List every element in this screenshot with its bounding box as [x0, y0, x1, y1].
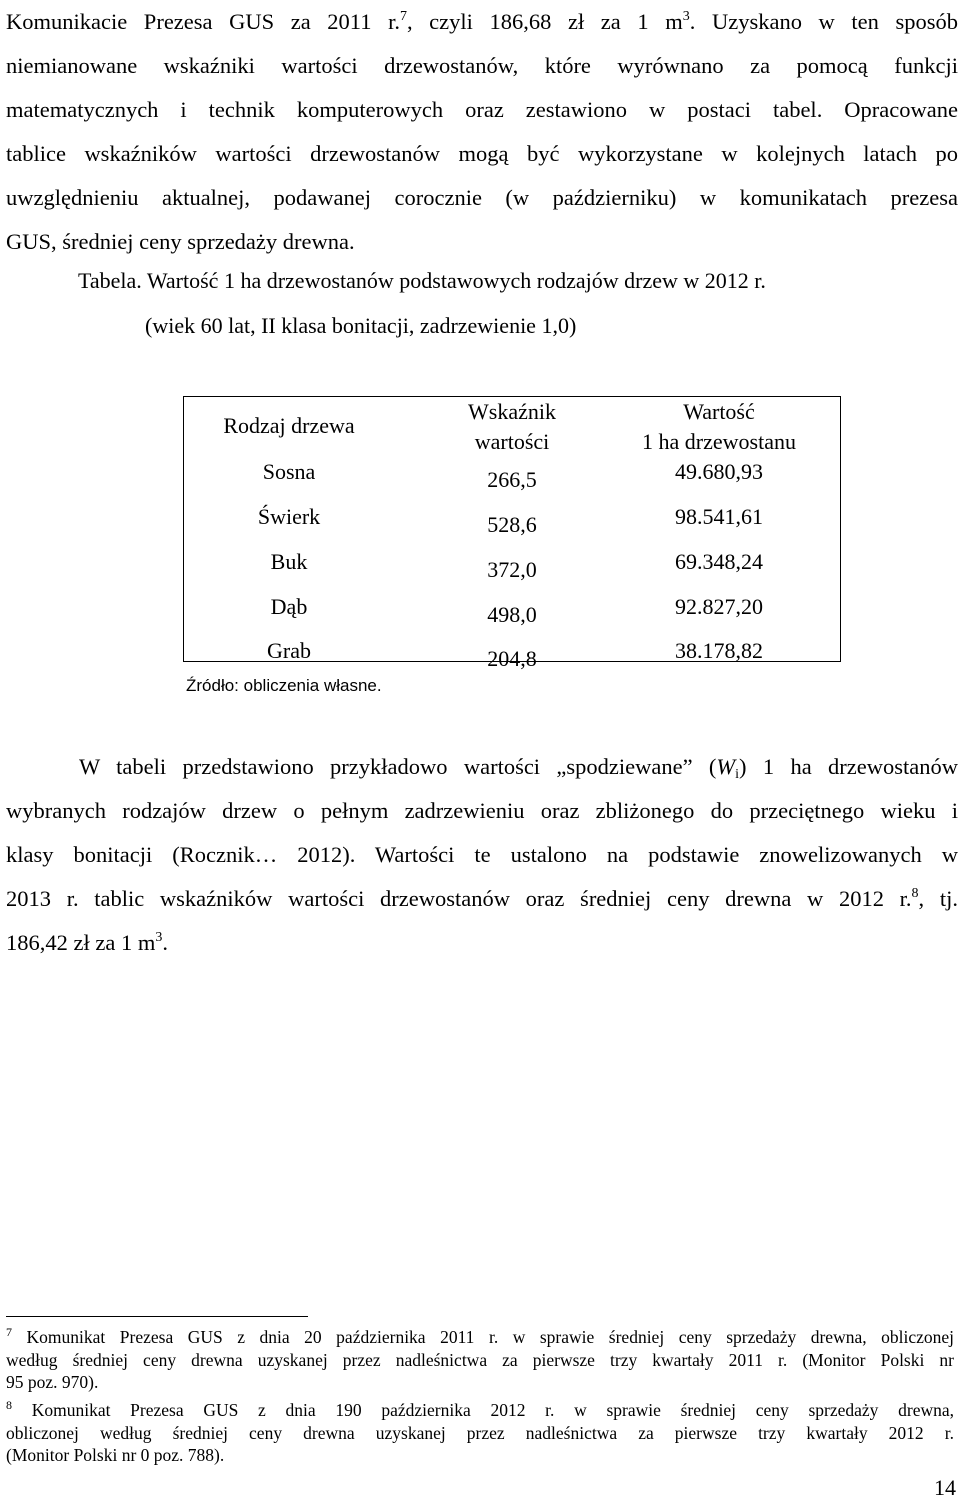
text-segment: Komunikat Prezesa GUS z dnia 190 października 2012 r. w sprawie średniej ceny sprzedaży drewna,	[31, 1400, 954, 1420]
text-segment: .	[162, 930, 168, 955]
footnote-number: 8	[6, 1398, 12, 1412]
header-species: Rodzaj drzewa	[223, 413, 355, 438]
text-segment: 2013 r. tablic wskaźników wartości drzewostanów oraz średniej ceny drewna w 2012 r.	[6, 886, 912, 911]
value-cell: 69.348,24	[675, 549, 763, 574]
header-index	[412, 397, 612, 457]
text-line: (Monitor Polski nr 0 poz. 788).	[6, 1445, 225, 1465]
symbol-w: W	[716, 754, 736, 779]
header-value-line1: Wartość	[683, 399, 755, 424]
footnote-number: 7	[6, 1325, 12, 1339]
value-cell: 38.178,82	[675, 638, 763, 663]
text-line	[6, 877, 958, 921]
paragraph-intro	[6, 0, 958, 264]
superscript: 3	[155, 930, 163, 945]
index-cell: 266,5	[487, 467, 537, 492]
text-line: wybranych rodzajów drzew o pełnym zadrzewieniu oraz zbliżonego do przeciętnego wieku i	[6, 798, 958, 823]
value-cell: 92.827,20	[675, 594, 763, 619]
table-title: Tabela. Wartość 1 ha drzewostanów podstawowych rodzajów drzew w 2012 r.	[78, 268, 766, 293]
species-cell: Sosna	[262, 459, 316, 484]
subscript: i	[735, 767, 740, 782]
index-cell: 204,8	[487, 646, 537, 671]
text-line	[6, 1399, 954, 1422]
table-source: Źródło: obliczenia własne.	[186, 676, 382, 695]
text-line: obliczonej według średniej ceny drewna uzyskanej przez nadleśnictwa za pierwsze trzy kwartały 2012 r.	[6, 1422, 954, 1443]
page-number: 14	[934, 1475, 956, 1500]
text-segment: Komunikacie Prezesa GUS za 2011 r.	[6, 9, 400, 34]
value-cell: 98.541,61	[675, 504, 763, 529]
index-cell: 498,0	[487, 602, 537, 627]
text-segment: , czyli 186,68 zł za 1 m	[406, 9, 683, 34]
footnote-ref-8: 8	[911, 886, 919, 901]
paragraph-explanation	[6, 745, 958, 965]
index-cell: 372,0	[487, 557, 537, 582]
data-table	[183, 396, 841, 671]
value-cell: 49.680,93	[675, 459, 763, 484]
text-line: według średniej ceny drewna uzyskanej przez nadleśnictwa za pierwsze trzy kwartały 2011 r. (Monitor Polski nr	[6, 1349, 954, 1370]
text-segment: , tj.	[918, 886, 958, 911]
text-line: matematycznych i technik komputerowych oraz zestawiono w postaci tabel. Opracowane	[6, 97, 958, 122]
text-segment: ) 1 ha drzewostanów	[739, 754, 958, 779]
text-segment: Komunikat Prezesa GUS z dnia 20 października 2011 r. w sprawie średniej ceny sprzedaży drewna, obliczonej	[26, 1327, 954, 1347]
header-value-line2: 1 ha drzewostanu	[642, 429, 796, 454]
text-line: uwzględnieniu aktualnej, podawanej corocznie (w październiku) w komunikatach prezesa	[6, 185, 958, 210]
species-cell: Buk	[270, 549, 308, 574]
header-index-line2: wartości	[474, 429, 550, 454]
species-cell: Świerk	[257, 504, 321, 529]
footnote-8	[6, 1399, 954, 1467]
text-line: klasy bonitacji (Rocznik… 2012). Wartości te ustalono na podstawie znowelizowanych w	[6, 842, 958, 867]
superscript: 3	[682, 9, 690, 24]
footnote-ref-7: 7	[399, 9, 407, 24]
footnote-7	[6, 1326, 954, 1394]
footnote-separator	[6, 1316, 308, 1317]
text-line	[6, 745, 958, 789]
header-index-line1: Wskaźnik	[468, 399, 556, 424]
index-cell: 528,6	[487, 512, 537, 537]
header-value	[599, 397, 839, 457]
text-segment: . Uzyskano w ten sposób	[689, 9, 958, 34]
text-line: tablice wskaźników wartości drzewostanów mogą być wykorzystane w kolejnych latach po	[6, 141, 958, 166]
species-cell: Grab	[267, 638, 311, 663]
text-segment: W tabeli przedstawiono przykładowo wartości „spodziewane” (	[79, 754, 717, 779]
text-line: niemianowane wskaźniki wartości drzewostanów, które wyrównano za pomocą funkcji	[6, 53, 958, 78]
table-subtitle: (wiek 60 lat, II klasa bonitacji, zadrzewienie 1,0)	[145, 313, 577, 338]
species-cell: Dąb	[270, 594, 308, 619]
text-line	[6, 0, 958, 44]
text-line	[6, 1326, 954, 1349]
text-line	[6, 921, 958, 965]
text-line: 95 poz. 970).	[6, 1372, 99, 1392]
text-segment: 186,42 zł za 1 m	[6, 930, 156, 955]
text-line: GUS, średniej ceny sprzedaży drewna.	[6, 229, 355, 254]
